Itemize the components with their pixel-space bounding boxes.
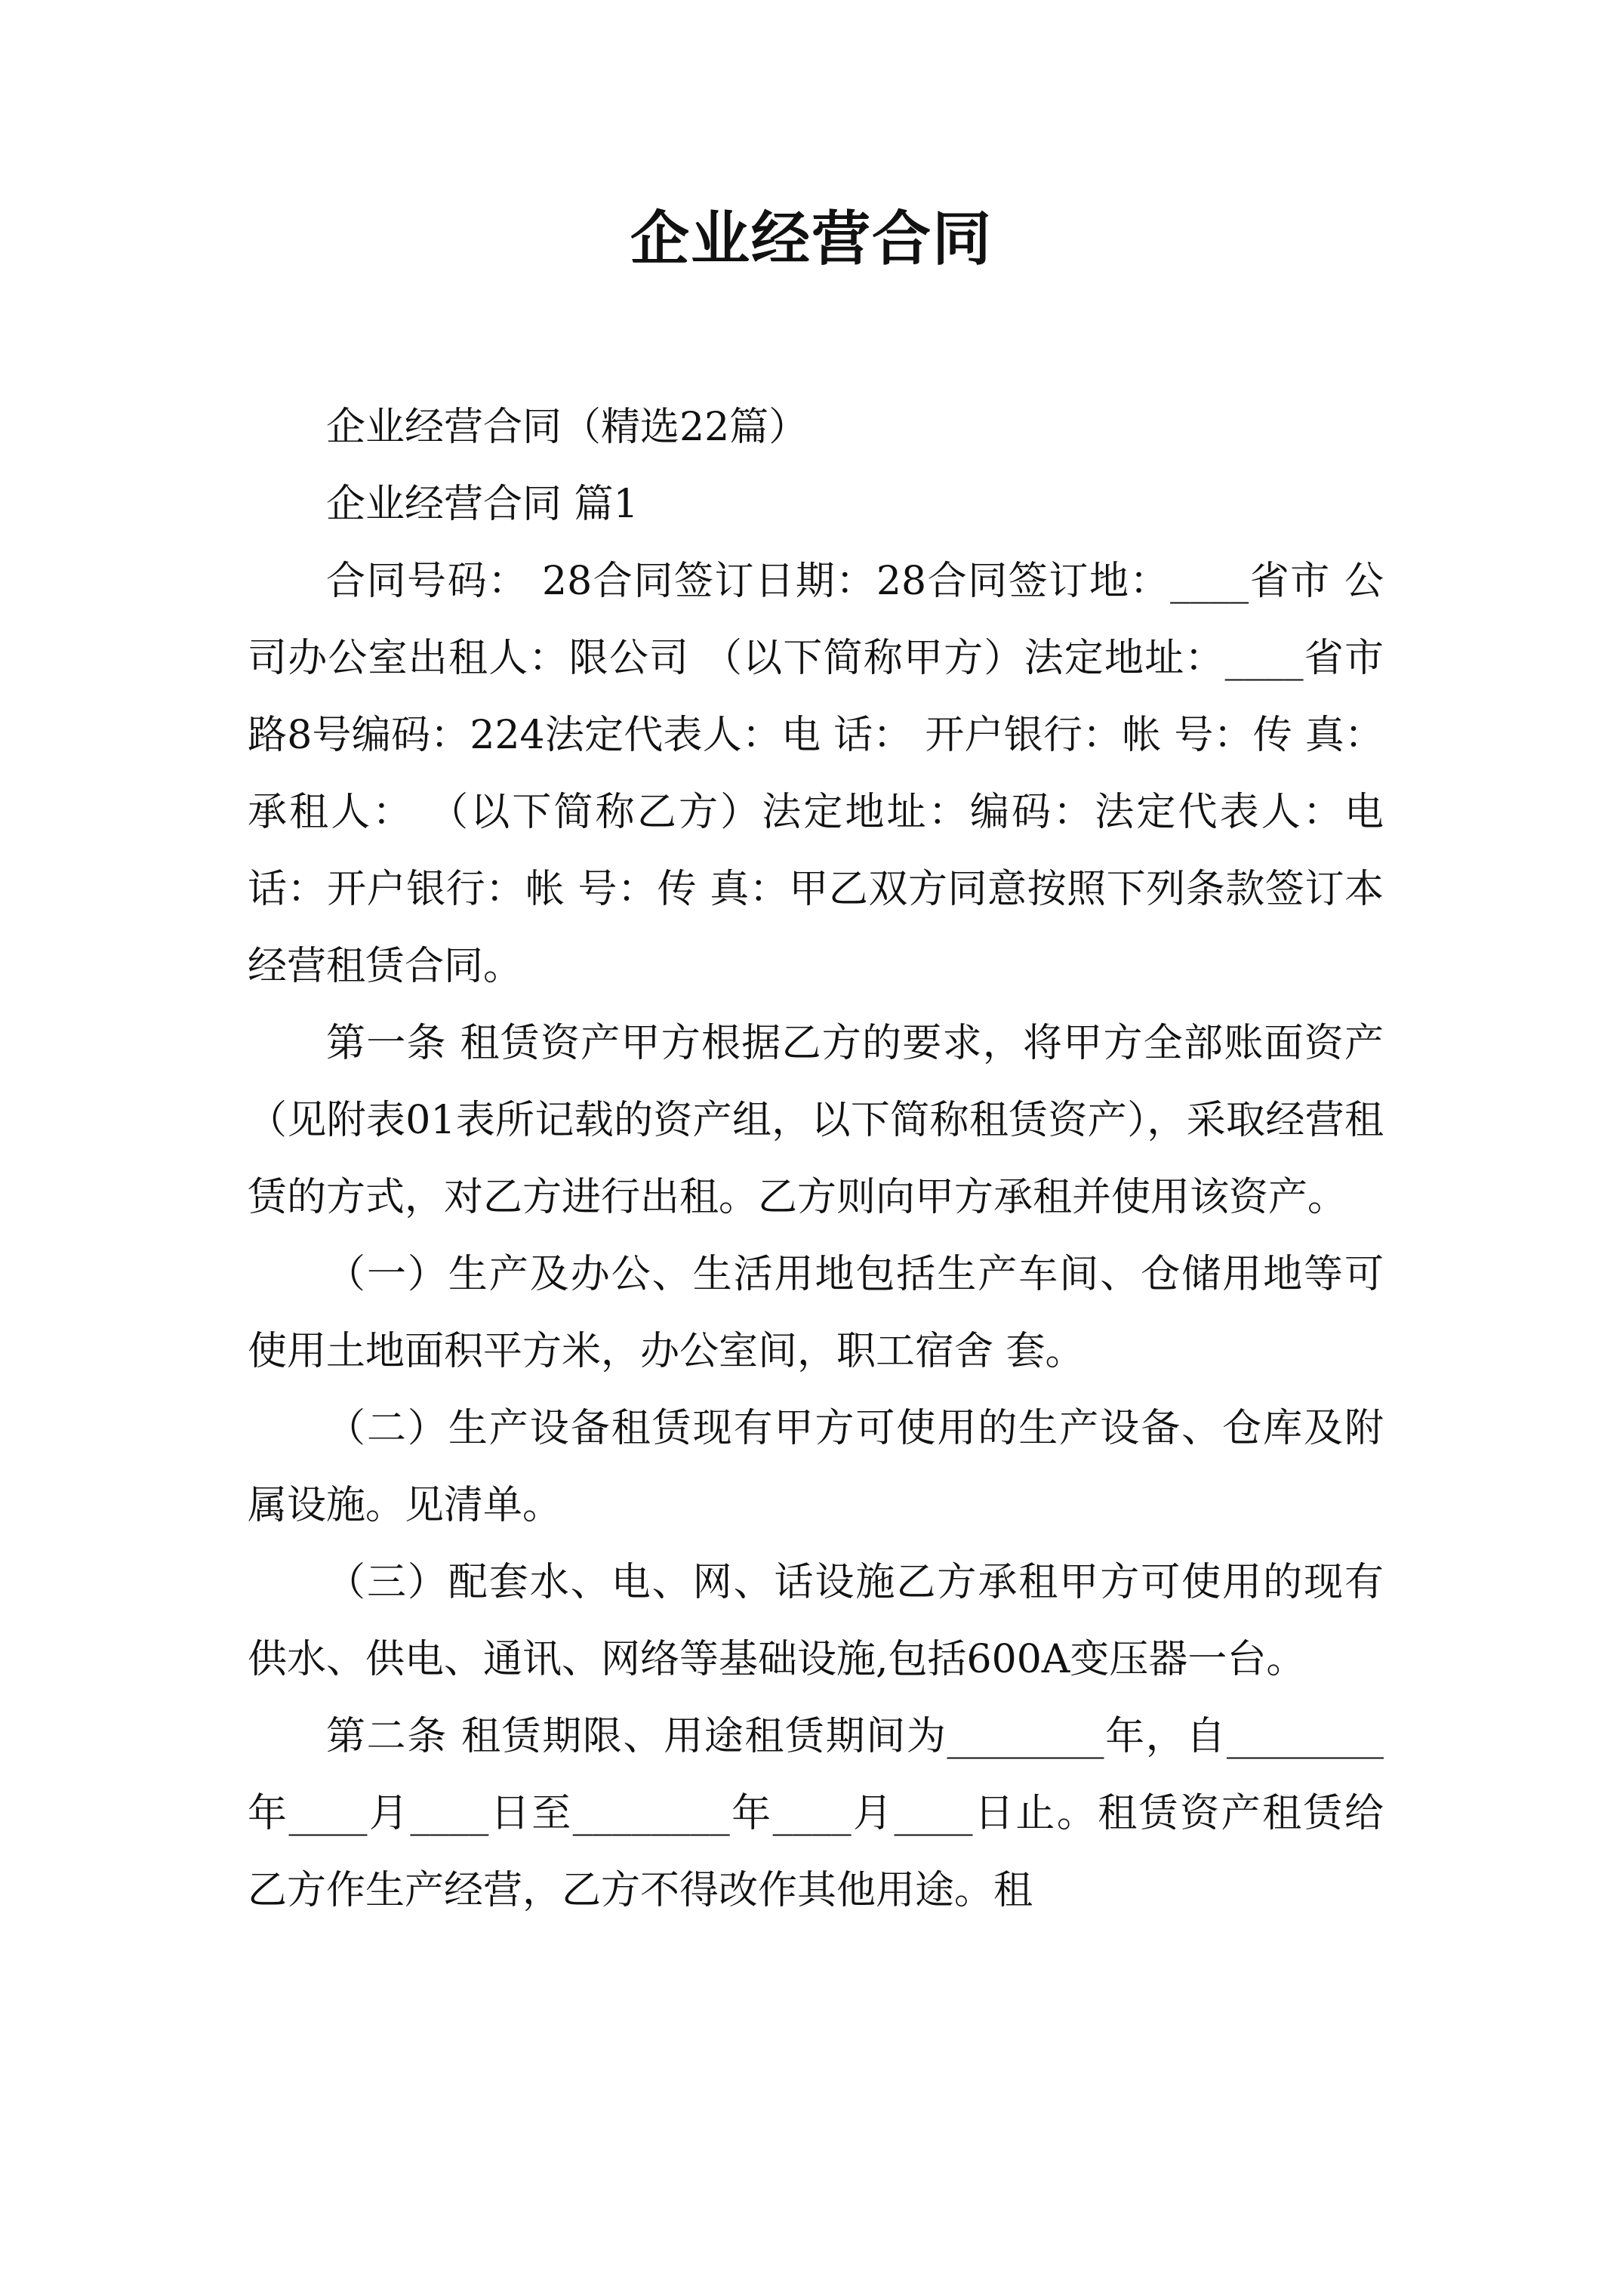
document-title: 企业经营合同 [630, 205, 993, 273]
paragraph-item-2: （二）生产设备租赁现有甲方可使用的生产设备、仓库及附属设施。见清单。 [248, 1406, 1384, 1528]
document-body [248, 389, 1384, 1929]
paragraph-subtitle: 企业经营合同（精选22篇） [326, 405, 808, 450]
paragraph-item-3: （三）配套水、电、网、话设施乙方承租甲方可使用的现有供水、供电、通讯、网络等基础设施,包括600A变压器一台。 [248, 1560, 1384, 1682]
paragraph-article-1: 第一条 租赁资产甲方根据乙方的要求，将甲方全部账面资产（见附表01表所记载的资产组，以下简称租赁资产），采取经营租赁的方式，对乙方进行出租。乙方则向甲方承租并使用该资产。 [248, 1021, 1384, 1220]
paragraph-contract-parties: 合同号码： 28合同签订日期：28合同签订地：____省市 公司办公室出租人：限公司 （以下简称甲方）法定地址：____省市路8号编码：224法定代表人：电 话： 开户银行：帐 号：传 真：承租人： （以下简称乙方）法定地址：编码：法定代表人：电 话：开户银行：帐 号：传 真：甲乙双方同意按照下列条款签订本经营租赁合同。 [248, 559, 1384, 989]
paragraph-item-1: （一）生产及办公、生活用地包括生产车间、仓储用地等可使用土地面积平方米，办公室间，职工宿舍 套。 [248, 1252, 1384, 1374]
paragraph-article-2: 第二条 租赁期限、用途租赁期间为________年，自________年____月____日至________年____月____日止。租赁资产租赁给乙方作生产经营，乙方不得改作其他用途。租 [248, 1714, 1384, 1913]
paragraph-section-heading: 企业经营合同 篇1 [326, 482, 639, 527]
